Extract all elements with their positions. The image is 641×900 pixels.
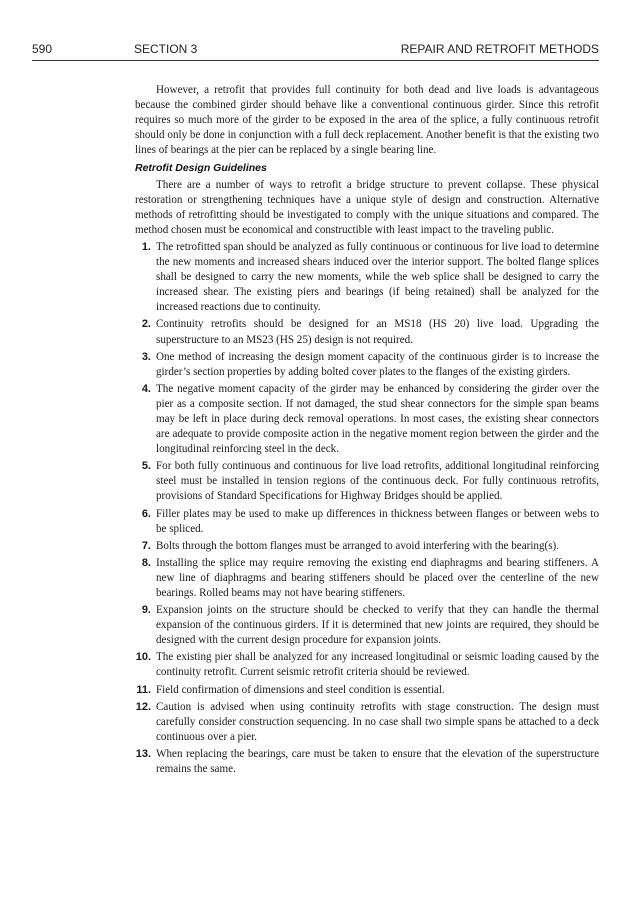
list-item-number: 6. [141,507,151,520]
list-item-text: When replacing the bearings, care must be taken to ensure that the elevation of the superstructure remains the same. [156,747,599,776]
section-label: SECTION 3 [134,42,198,56]
list-item-number: 3. [141,350,151,363]
list-item [135,603,599,648]
list-item-number: 9. [141,604,151,617]
page-number: 590 [32,42,53,56]
list-item-number: 1. [141,240,151,253]
list-item-number: 12. [135,700,151,713]
list-item [135,317,599,347]
list-item-text: One method of increasing the design moment capacity of the continuous girder is to increase the girder’s section properties by adding bolted cover plates to the flanges of the existing girders. [156,350,599,378]
list-item-number: 11. [136,683,151,696]
list-item-text: Filler plates may be used to make up differences in thickness between flanges or between webs to be spliced. [156,507,599,535]
list-item [135,382,599,457]
list-item-number: 5. [141,460,151,473]
list-item-number: 2. [141,318,151,331]
list-item-text: Expansion joints on the structure should be checked to verify that they can handle the thermal expansion of the continuous girders. If it is determined that new joints are required, they should be designed with the current design procedure for expansion joints. [156,604,599,647]
list-item-text: The retrofitted span should be analyzed as fully continuous or continuous for live load to determine the new moments and increased shears induced over the interior support. The bolted flange splices shall be designed to carry the new moments, while the web splice shall be designed to carry the increased shear. The existing piers and bearings (if being retained) shall be analyzed for the increased reactions due to continuity. [156,240,599,314]
list-item-text: Bolts through the bottom flanges must be arranged to avoid interfering with the bearing(s). [156,539,559,552]
list-item [135,459,599,504]
list-item-number: 7. [141,539,151,552]
section-subheading: Retrofit Design Guidelines [135,162,267,175]
guidelines-paragraph: There are a number of ways to retrofit a bridge structure to prevent collapse. These physical restoration or strengthening techniques have a unique style of design and construction. Alternative methods of retrofitting should be investigated to comply with the unique situations and compared. The method chosen must be economical and constructible with least impact to the traveling public. [135,178,599,236]
list-item [135,683,599,698]
list-item [135,507,599,537]
list-item-text: The existing pier shall be analyzed for any increased longitudinal or seismic loading caused by the continuity retrofit. Current seismic retrofit criteria should be reviewed. [156,651,599,679]
list-item [135,556,599,601]
page-body [135,83,599,779]
chapter-title: REPAIR AND RETROFIT METHODS [400,42,599,56]
list-item-text: The negative moment capacity of the girder may be enhanced by considering the girder over the pier as a composite section. If not damaged, the stud shear connectors for the simple span beams may be left in place during deck removal operations. In most cases, the existing shear connectors are adequate to provide composite action in the negative moment region between the girder and the longitudinal reinforcing steel in the deck. [156,382,599,456]
running-header [32,40,599,61]
list-item-number: 10. [135,651,151,664]
list-item-number: 8. [141,556,151,569]
list-item-text: For both fully continuous and continuous for live load retrofits, additional longitudinal reinforcing steel must be installed in tension regions of the continuous deck. For fully continuous retrofits, provisions of Standard Specifications for Highway Bridges should be applied. [156,460,599,503]
list-item-text: Installing the splice may require removing the existing end diaphragms and bearing stiffeners. A new line of diaphragms and bearing stiffeners should be placed over the centerline of the new bearings. Rolled beams may not have bearing stiffeners. [156,556,599,599]
list-item [135,350,599,380]
list-item-number: 13. [135,747,151,760]
list-item [135,240,599,315]
list-item [135,650,599,680]
list-item [135,539,599,554]
list-item-number: 4. [141,382,151,395]
list-item [135,747,599,777]
list-item-text: Caution is advised when using continuity retrofits with stage construction. The design must carefully consider construction sequencing. In no case shall two simple spans be attached to a deck continuous over a pier. [156,700,599,743]
list-item-text: Continuity retrofits should be designed for an MS18 (HS 20) live load. Upgrading the superstructure to an MS23 (HS 25) design is not required. [156,318,599,346]
intro-paragraph: However, a retrofit that provides full continuity for both dead and live loads is advantageous because the combined girder should behave like a conventional continuous girder. Since this retrofit requires so much more of the girder to be exposed in the area of the splice, a fully continuous retrofit should only be done in conjunction with a full deck replacement. Another benefit is that the existing two lines of bearings at the pier can be replaced by a single bearing line. [135,84,599,157]
guidelines-list [135,240,599,777]
list-item [135,700,599,745]
list-item-text: Field confirmation of dimensions and steel condition is essential. [156,683,445,696]
